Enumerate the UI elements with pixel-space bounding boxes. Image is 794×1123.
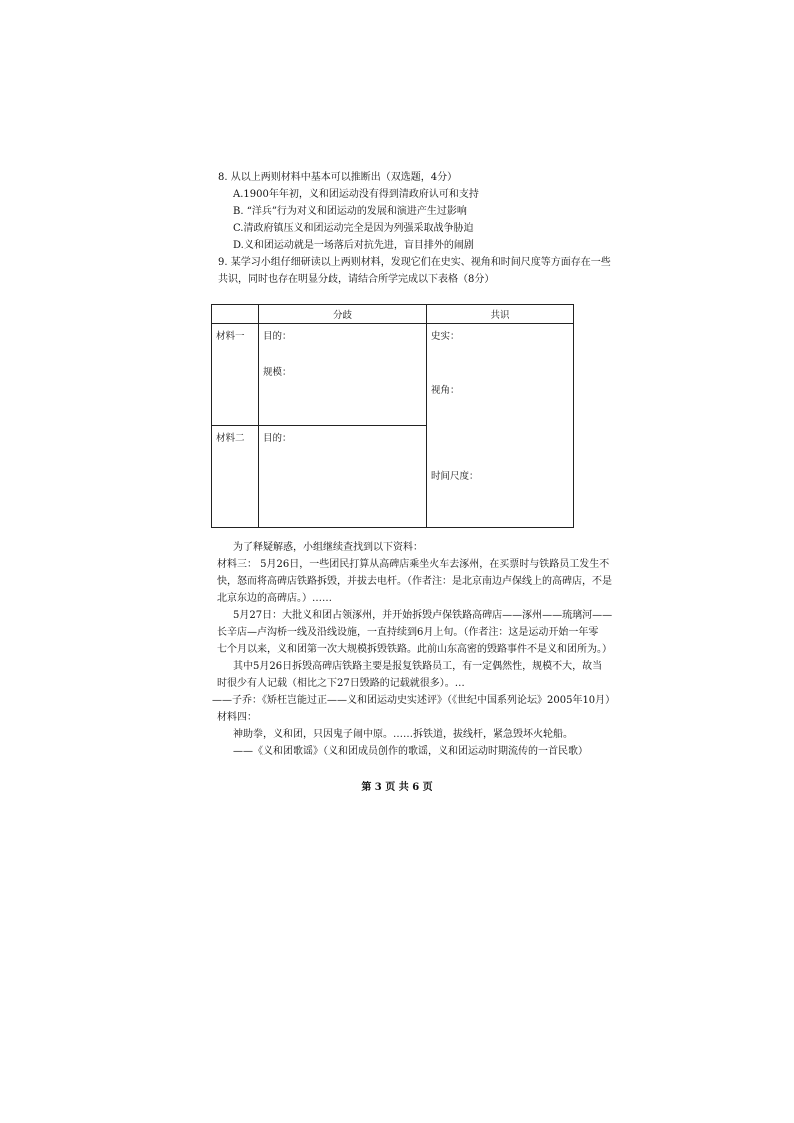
question-8-stem: 8. 从以上两则材料中基本可以推断出（双选题，4分） [218, 172, 458, 183]
table-header-divergence: 分歧 [259, 305, 427, 324]
material-3-line-6: 七个月以来，义和团第一次大规模拆毁铁路。此前山东高密的毁路事件不是义和团所为。） [217, 644, 612, 655]
page-footer: 第 3 页 共 6 页 [361, 782, 433, 793]
material-3-line-2: 快，怒而将高碑店铁路拆毁，并拔去电杆。（作者注：是北京南边卢保线上的高碑店，不是 [217, 576, 612, 587]
answer-table [211, 304, 574, 528]
material-1-divergence-cell[interactable] [259, 324, 427, 426]
material-2-divergence-cell[interactable] [259, 426, 427, 528]
question-9-line-1: 9. 某学习小组仔细研读以上两则材料，发现它们在史实、视角和时间尺度等方面存在一些 [218, 257, 611, 268]
row-label-material-1: 材料一 [212, 324, 259, 426]
consensus-fact-label: 史实： [431, 331, 460, 342]
row-label-material-2: 材料二 [212, 426, 259, 528]
question-8-option-d: D.义和团运动就是一场落后对抗先进，盲目排外的闹剧 [233, 240, 474, 251]
question-8-option-c: C.清政府镇压义和团运动完全是因为列强采取战争胁迫 [233, 223, 474, 234]
material-3-source: ——子乔：《矫枉岂能过正——义和团运动史实述评》（《世纪中国系列论坛》2005年10月） [212, 695, 616, 706]
question-9-line-2: 共识，同时也存在明显分歧，请结合所学完成以下表格（8分） [218, 274, 495, 285]
material-4-source: ——《义和团歌谣》（义和团成员创作的歌谣，义和团运动时期流传的一首民歌） [233, 746, 588, 757]
material-3-line-8: 时很少有人记载（相比之下27日毁路的记载就很多）。… [217, 678, 465, 689]
intro-text: 为了释疑解惑，小组继续查找到以下资料： [233, 542, 423, 553]
consensus-cell[interactable] [427, 324, 574, 528]
question-8-option-a: A.1900年年初，义和团运动没有得到清政府认可和支持 [233, 189, 479, 200]
material-4-title: 材料四： [217, 712, 257, 723]
material-1-scale-label: 规模： [263, 367, 292, 378]
material-2-purpose-label: 目的： [263, 433, 292, 444]
material-3-line-7: 其中5月26日拆毁高碑店铁路主要是报复铁路员工，有一定偶然性，规模不大，故当 [233, 661, 603, 672]
table-header-blank [212, 305, 259, 324]
table-header-consensus: 共识 [427, 305, 574, 324]
question-8-option-b: B. “洋兵”行为对义和团运动的发展和演进产生过影响 [233, 206, 467, 217]
material-4-line-1: 神助拳，义和团，只因鬼子闹中原。……拆铁道，拔线杆，紧急毁坏火轮船。 [233, 729, 573, 740]
consensus-view-label: 视角： [431, 385, 460, 396]
material-3-line-4: 5月27日：大批义和团占领涿州，并开始拆毁卢保铁路高碑店——涿州——琉璃河—— [233, 610, 613, 621]
material-1-purpose-label: 目的： [263, 331, 292, 342]
consensus-time-scale-label: 时间尺度： [431, 471, 479, 482]
material-3-line-5: 长辛店—卢沟桥一线及沿线设施，一直持续到6月上旬。（作者注：这是运动开始一年零 [217, 627, 599, 638]
material-3-line-1: 材料三： 5月26日，一些团民打算从高碑店乘坐火车去涿州，在买票时与铁路员工发生不 [217, 559, 610, 570]
material-3-line-3: 北京东边的高碑店。）…… [217, 593, 332, 604]
